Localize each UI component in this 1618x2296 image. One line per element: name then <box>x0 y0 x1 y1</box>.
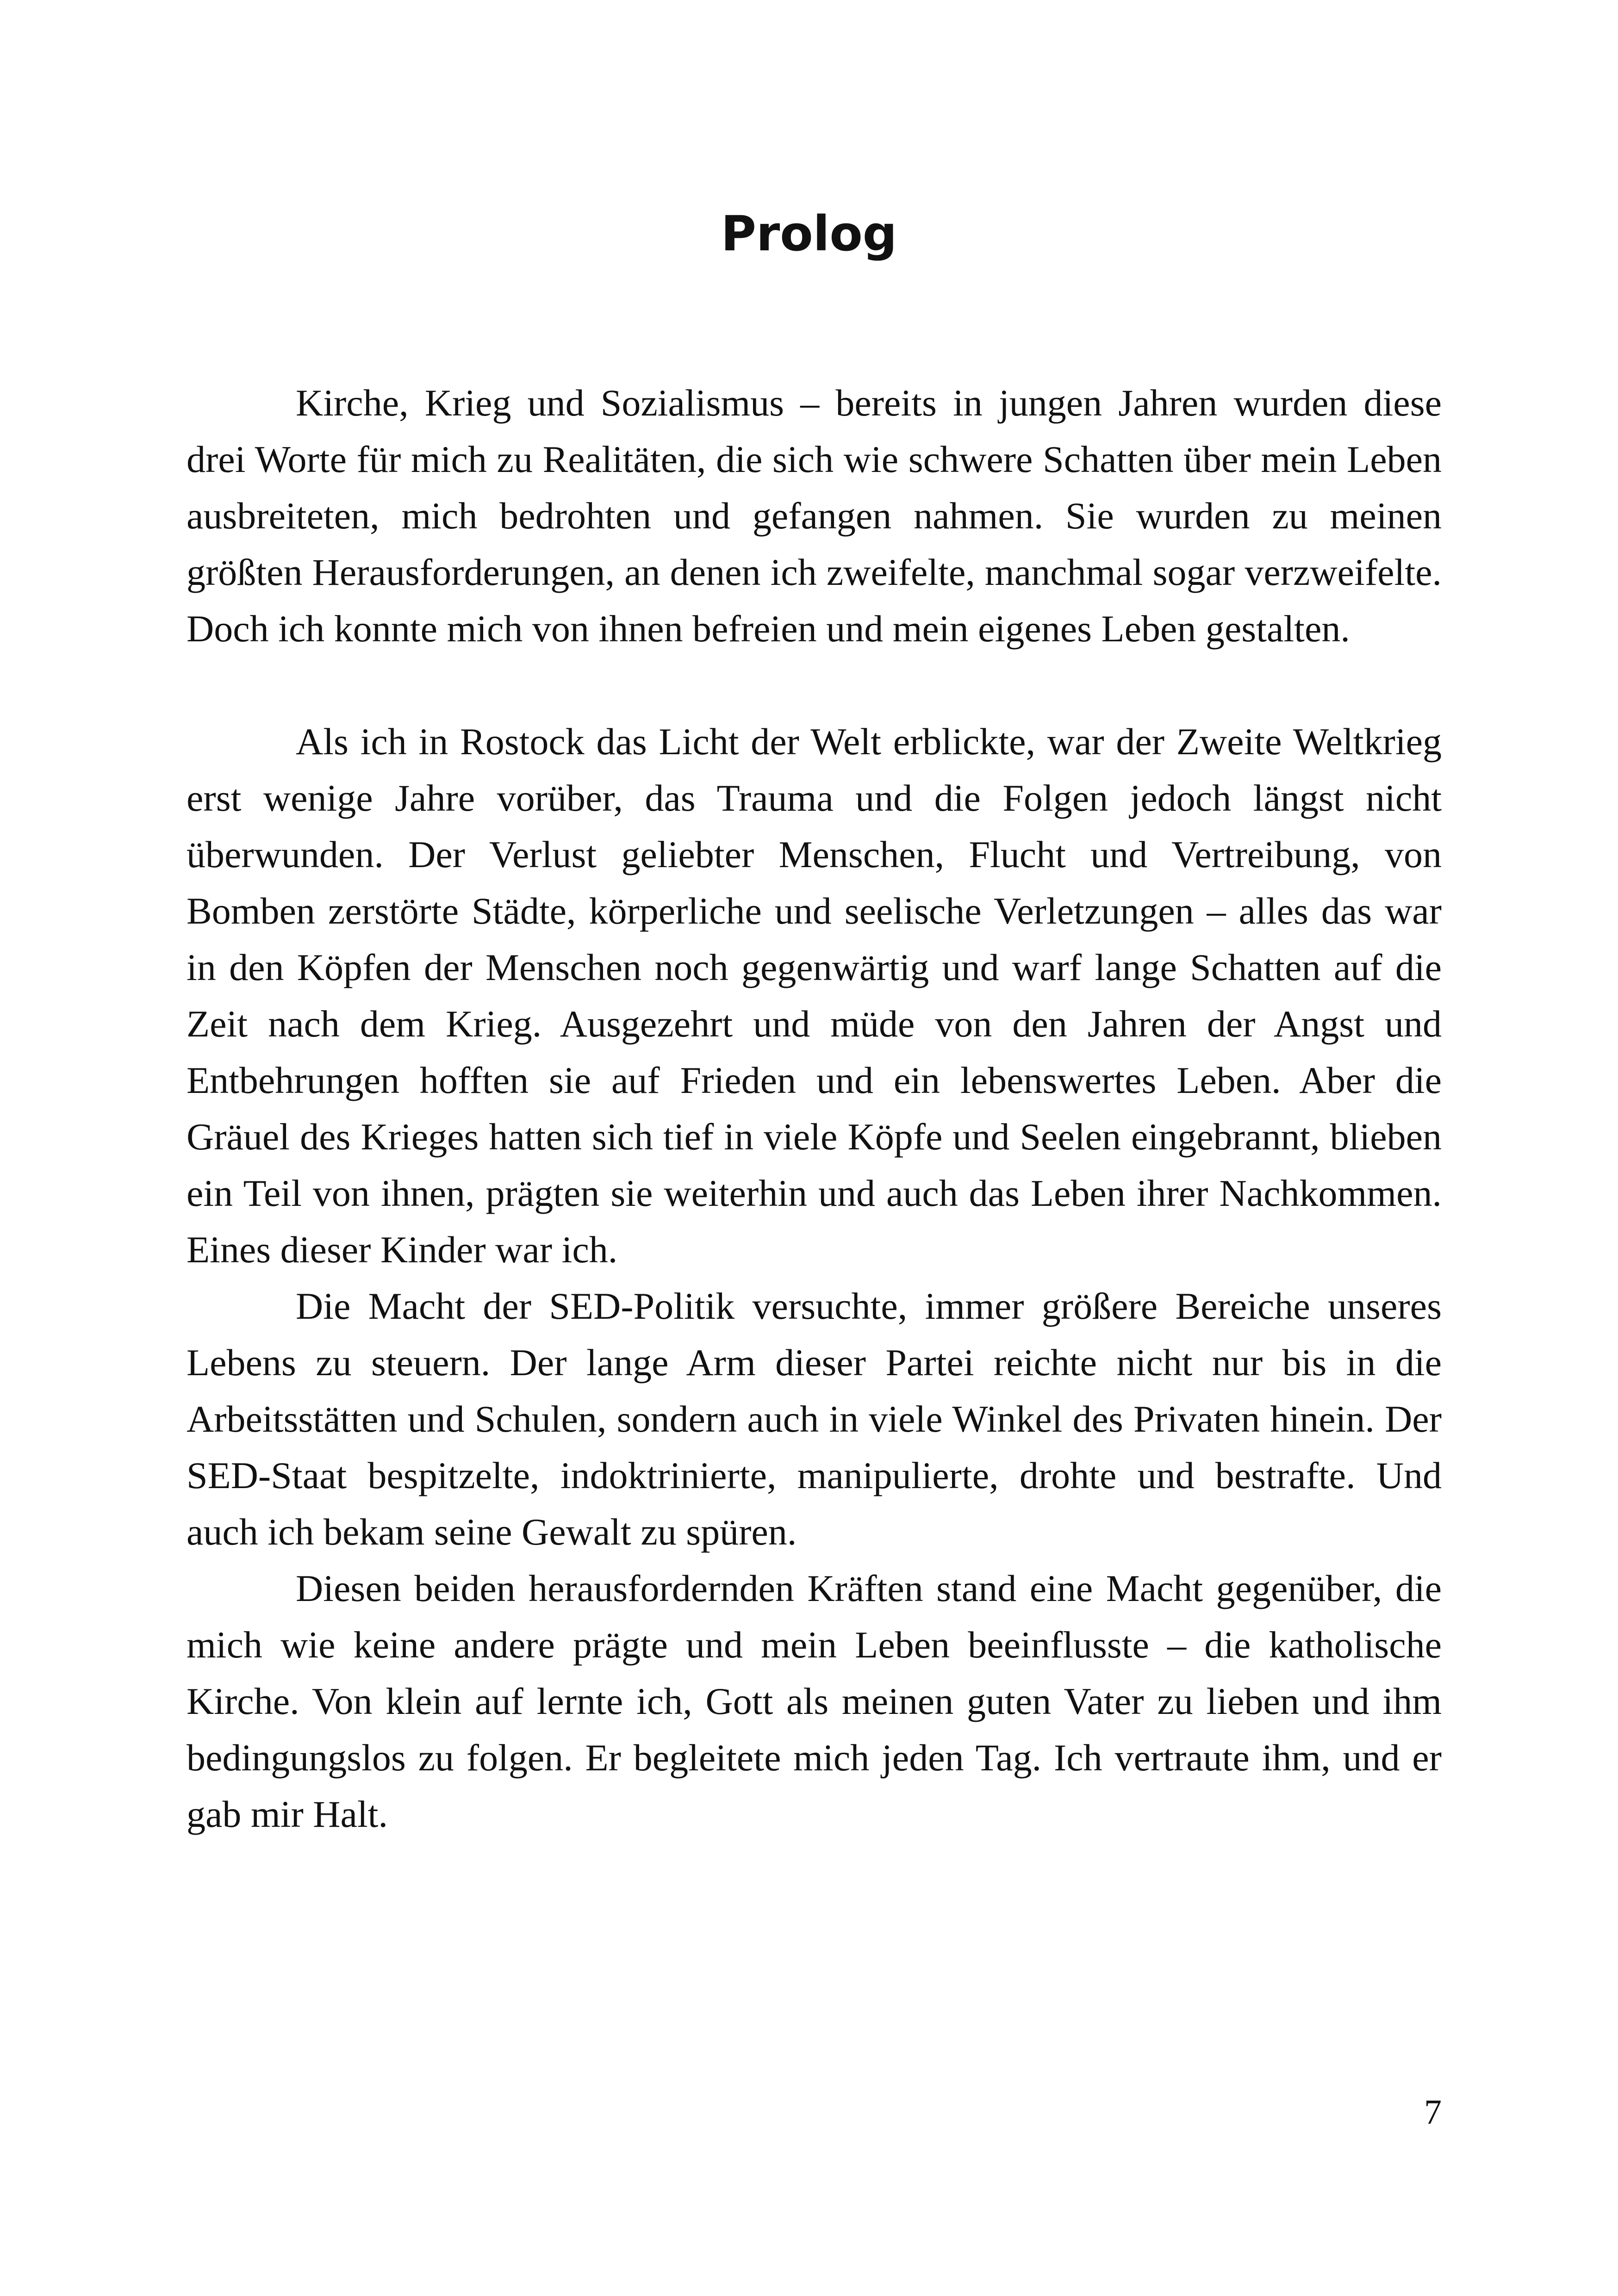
chapter-body <box>187 375 1442 1843</box>
chapter-title: Prolog <box>721 205 897 262</box>
paragraph-3: Die Macht der SED-Politik versuchte, immer größere Bereiche unseres Lebens zu steuern. Der lange Arm dieser Partei reichte nicht nur bis in die Arbeitsstätten und Schulen, sondern auch in viele Winkel des Privaten hinein. Der SED-Staat bespitzelte, indoktrinierte, manipulierte, drohte und bestrafte. Und auch ich bekam seine Gewalt zu spüren. <box>187 1285 1442 1553</box>
page-number: 7 <box>1424 2093 1442 2132</box>
paragraph-1: Kirche, Krieg und Sozialismus – bereits in jungen Jahren wurden diese drei Worte für mich zu Realitäten, die sich wie schwere Schatten über mein Leben ausbreiteten, mich bedrohten und gefangen nahmen. Sie wurden zu meinen größten Herausforderungen, an denen ich zweifelte, manchmal sogar verzweifelte. Doch ich konnte mich von ihnen befreien und mein eigenes Leben gestalten. <box>187 382 1442 650</box>
paragraph-4: Diesen beiden herausfordernden Kräften stand eine Macht gegenüber, die mich wie keine andere prägte und mein Leben beeinflusste – die katholische Kirche. Von klein auf lernte ich, Gott als meinen guten Vater zu lieben und ihm bedingungslos zu folgen. Er begleitete mich jeden Tag. Ich vertraute ihm, und er gab mir Halt. <box>187 1567 1442 1835</box>
paragraph-2: Als ich in Rostock das Licht der Welt erblickte, war der Zweite Weltkrieg erst wenige Jahre vorüber, das Trauma und die Folgen jedoch längst nicht überwunden. Der Verlust geliebter Menschen, Flucht und Vertreibung, von Bomben zerstörte Städte, körperliche und seelische Verletzungen – alles das war in den Köpfen der Menschen noch gegenwärtig und warf lange Schatten auf die Zeit nach dem Krieg. Ausgezehrt und müde von den Jahren der Angst und Entbehrungen hofften sie auf Frieden und ein lebenswertes Leben. Aber die Gräuel des Krieges hatten sich tief in viele Köpfe und Seelen eingebrannt, blieben ein Teil von ihnen, prägten sie weiterhin und auch das Leben ihrer Nachkommen. Eines dieser Kinder war ich. <box>187 720 1442 1271</box>
